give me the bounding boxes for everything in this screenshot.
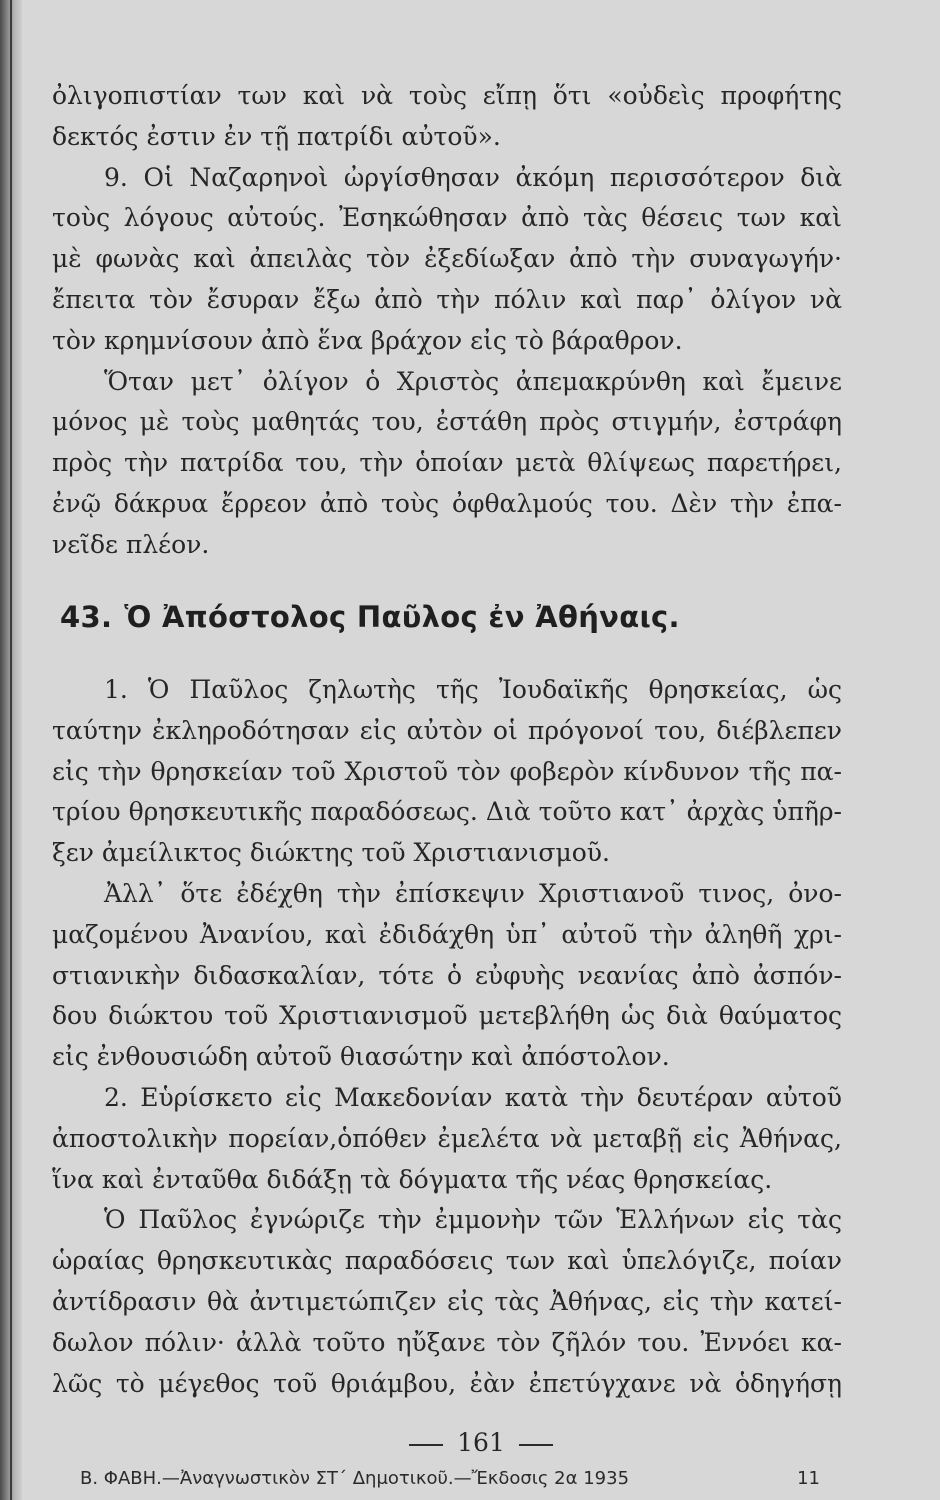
section-number: 43. <box>60 600 113 634</box>
text-line: δεκτός ἐστιν ἐν τῇ πατρίδι αὐτοῦ». <box>52 121 501 151</box>
footer-imprint: Β. ΦΑΒΗ.—Ἀναγνωστικὸν ΣΤ´ Δημοτικοῦ.—Ἔκδοσις 2α 1935 <box>80 1468 630 1489</box>
printer-signature-mark: 11 <box>797 1468 820 1489</box>
bottom-text-block <box>52 670 842 1404</box>
text-line: λῶς τὸ μέγεθος τοῦ θριάμβου, ἐὰν ἐπετύγχανε νὰ ὁδηγήσῃ <box>52 1368 842 1398</box>
text-line: τρίου θρησκευτικῆς παραδόσεως. Διὰ τοῦτο κατ᾽ ἀρχὰς ὑπῆρ- <box>52 797 842 827</box>
text-line: ἀποστολικὴν πορείαν,ὁπόθεν ἐμελέτα νὰ μεταβῇ εἰς Ἀθήνας, <box>52 1123 842 1153</box>
book-page <box>22 0 940 1500</box>
paragraph-start-line: 9. Οἱ Ναζαρηνοὶ ὠργίσθησαν ἀκόμη περισσότερον διὰ <box>104 162 842 192</box>
text-line: ταύτην ἐκληροδότησαν εἰς αὐτὸν οἱ πρόγονοί του, διέβλεπεν <box>52 715 842 745</box>
text-line: ἔπειτα τὸν ἔσυραν ἔξω ἀπὸ τὴν πόλιν καὶ παρ᾽ ὀλίγον νὰ <box>52 284 842 314</box>
paragraph-start-line: Ἀλλ᾽ ὅτε ἐδέχθη τὴν ἐπίσκεψιν Χριστιανοῦ τινος, ὀνο- <box>104 878 842 908</box>
text-line: τοὺς λόγους αὐτούς. Ἐσηκώθησαν ἀπὸ τὰς θέσεις των καὶ <box>52 203 842 233</box>
text-line: δου διώκτου τοῦ Χριστιανισμοῦ μετεβλήθη ὡς διὰ θαύματος <box>52 1001 842 1031</box>
text-line: ἀντίδρασιν θὰ ἀντιμετώπιζεν εἰς τὰς Ἀθήνας, εἰς τὴν κατεί- <box>52 1286 842 1316</box>
text-line: εἰς τὴν θρησκείαν τοῦ Χριστοῦ τὸν φοβερὸν κίνδυνον τῆς πα- <box>52 756 842 786</box>
text-line: μόνος μὲ τοὺς μαθητάς του, ἐστάθη πρὸς στιγμήν, ἐστράφη <box>52 407 842 437</box>
text-line: ὀλιγοπιστίαν των καὶ νὰ τοὺς εἴπῃ ὅτι «οὐδεὶς προφήτης <box>52 81 842 110</box>
paragraph-start-line: Ὁ Παῦλος ἐγνώριζε τὴν ἐμμονὴν τῶν Ἑλλήνων εἰς τὰς <box>104 1205 842 1235</box>
text-line: μὲ φωνὰς καὶ ἀπειλὰς τὸν ἐξεδίωξαν ἀπὸ τὴν συναγωγήν· <box>52 244 842 274</box>
text-line: μαζομένου Ἀνανίου, καὶ ἐδιδάχθη ὑπ᾽ αὐτοῦ τὴν ἀληθῆ χρι- <box>52 919 842 949</box>
text-line: νεῖδε πλέον. <box>52 529 210 559</box>
text-line: εἰς ἐνθουσιώδη αὐτοῦ θιασώτην καὶ ἀπόστολον. <box>52 1042 670 1072</box>
paragraph-start-line: Ὅταν μετ᾽ ὀλίγον ὁ Χριστὸς ἀπεμακρύνθη καὶ ἔμεινε <box>104 366 842 396</box>
text-line: τὸν κρημνίσουν ἀπὸ ἕνα βράχον εἰς τὸ βάραθρον. <box>52 325 683 355</box>
text-line: ὡραίας θρησκευτικὰς παραδόσεις των καὶ ὑπελόγιζε, ποίαν <box>52 1246 842 1276</box>
section-title: Ὁ Ἀπόστολος Παῦλος ἐν Ἀθήναις. <box>124 600 680 634</box>
text-line: ἵνα καὶ ἐνταῦθα διδάξῃ τὰ δόγματα τῆς νέας θρησκείας. <box>52 1164 773 1194</box>
print-footer <box>80 1468 820 1489</box>
top-text-block <box>52 76 842 566</box>
text-line: στιανικὴν διδασκαλίαν, τότε ὁ εὐφυὴς νεανίας ἀπὸ ἀσπόν- <box>52 960 842 990</box>
page-number-value: 161 <box>457 1428 505 1457</box>
paragraph-start-line: 1. Ὁ Παῦλος ζηλωτὴς τῆς Ἰουδαϊκῆς θρησκείας, ὡς <box>104 675 842 704</box>
binding-line <box>10 0 12 1500</box>
text-line: πρὸς τὴν πατρίδα του, τὴν ὁποίαν μετὰ θλίψεως παρετήρει, <box>52 448 842 478</box>
text-line: ξεν ἀμείλικτος διώκτης τοῦ Χριστιανισμοῦ. <box>52 838 610 868</box>
paragraph-start-line: 2. Εὑρίσκετο εἰς Μακεδονίαν κατὰ τὴν δευτέραν αὐτοῦ <box>104 1082 842 1112</box>
text-line: δωλον πόλιν· ἀλλὰ τοῦτο ηὔξανε τὸν ζῆλόν του. Ἐννόει κα- <box>52 1327 842 1357</box>
page-number <box>22 1428 940 1457</box>
section-heading <box>60 600 820 634</box>
page-number-dash-right <box>519 1444 553 1446</box>
text-line: ἐνῷ δάκρυα ἔρρεον ἀπὸ τοὺς ὀφθαλμούς του. Δὲν τὴν ἐπα- <box>52 488 842 518</box>
page-number-dash-left <box>409 1444 443 1446</box>
